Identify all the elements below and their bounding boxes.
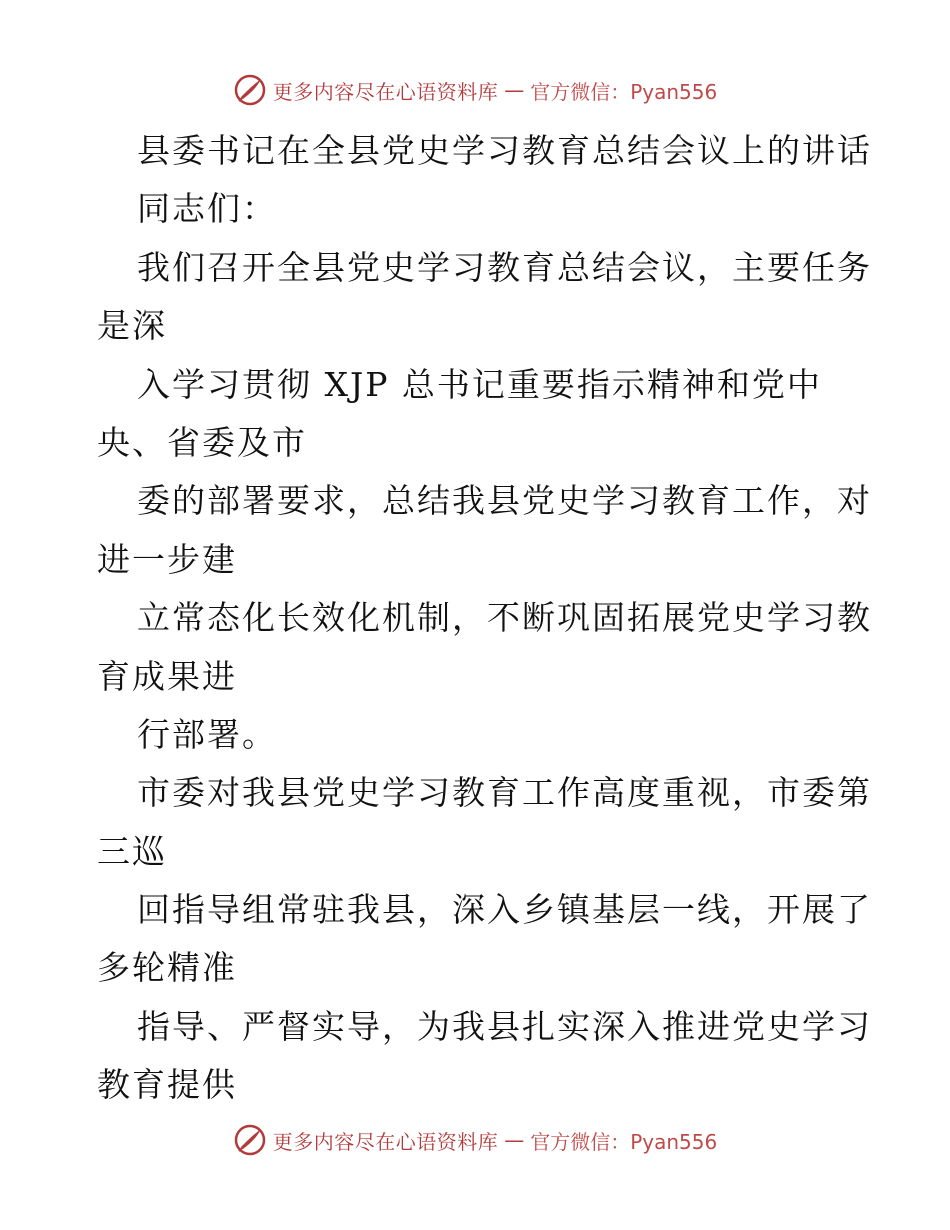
text-line: 回指导组常驻我县，深入乡镇基层一线，开展了: [137, 890, 872, 930]
text-line: 入学习贯彻 XJP 总书记重要指示精神和党中: [137, 364, 822, 404]
text-line: 立常态化长效化机制，不断巩固拓展党史学习教: [137, 598, 872, 638]
text-line: 教育提供: [97, 1065, 237, 1105]
wechat-id: 官方微信：Pyan556: [530, 1129, 718, 1154]
separator: —: [504, 78, 525, 102]
text-line: 央、省委及市: [97, 422, 307, 462]
separator: —: [504, 1128, 525, 1152]
site-name: 更多内容尽在心语资料库: [272, 79, 499, 104]
text-line: 是深: [97, 306, 167, 346]
salutation: 同志们：: [137, 189, 277, 229]
header-banner: [0, 70, 950, 110]
text-line: 进一步建: [97, 539, 237, 579]
quill-logo-icon: [233, 73, 267, 107]
text-line: 育成果进: [97, 656, 237, 696]
footer-banner: [0, 1120, 950, 1160]
document-title: 县委书记在全县党史学习教育总结会议上的讲话: [137, 131, 872, 170]
document-body: [97, 122, 872, 1115]
text-line: 行部署。: [137, 714, 277, 754]
text-line: 市委对我县党史学习教育工作高度重视，市委第: [137, 773, 872, 813]
text-line: 委的部署要求，总结我县党史学习教育工作，对: [137, 481, 872, 521]
wechat-id: 官方微信：Pyan556: [530, 79, 718, 104]
text-line: 指导、严督实导，为我县扎实深入推进党史学习: [137, 1006, 872, 1046]
quill-logo-icon: [233, 1123, 267, 1157]
text-line: 三巡: [97, 831, 167, 871]
site-name: 更多内容尽在心语资料库: [272, 1129, 499, 1154]
text-line: 多轮精准: [97, 948, 237, 988]
text-line: 我们召开全县党史学习教育总结会议，主要任务: [137, 247, 872, 287]
